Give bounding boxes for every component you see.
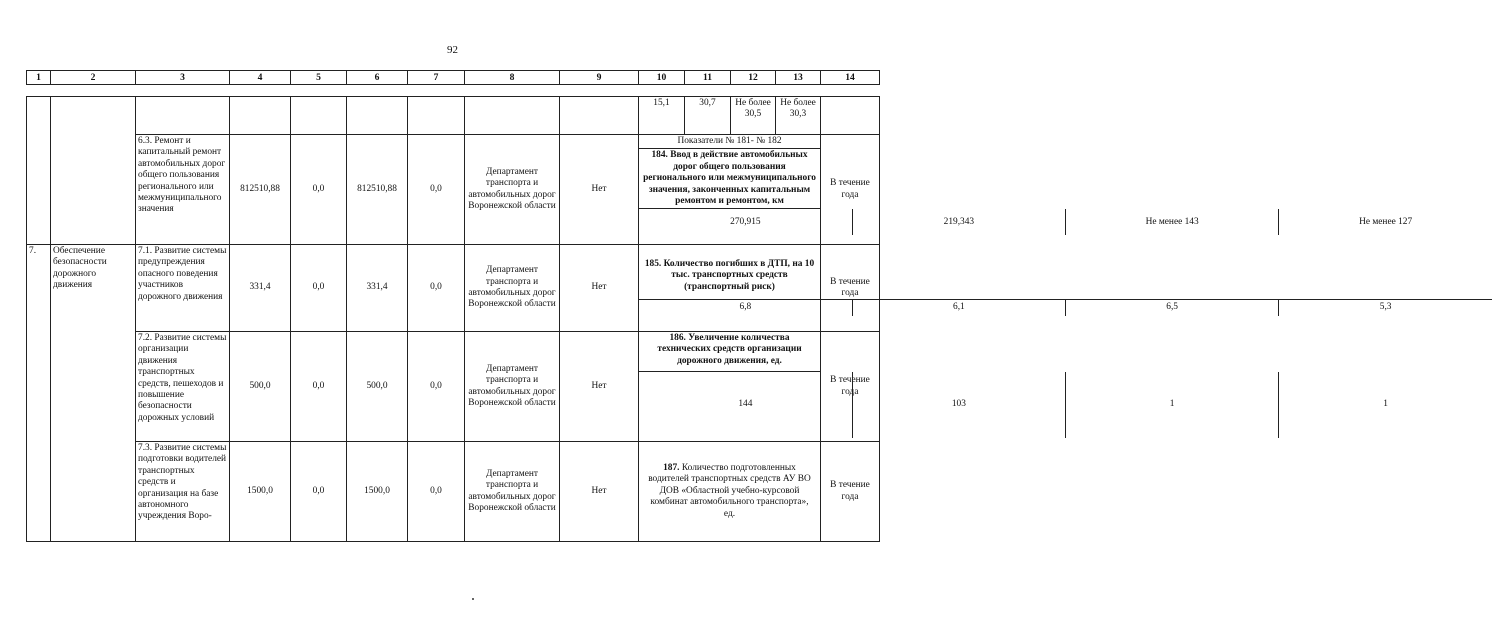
budget-regional: 331,4 (347, 245, 408, 332)
scan-dot (472, 598, 474, 600)
col-header-4: 4 (230, 71, 291, 85)
program-table (26, 96, 1413, 542)
budget-total: 331,4 (230, 245, 291, 332)
indicator-value: 15,1 (639, 97, 685, 135)
budget-federal: 0,0 (291, 245, 347, 332)
indicator-num: 187. (663, 462, 682, 473)
budget-other: 0,0 (408, 135, 465, 245)
budget-federal: 0,0 (291, 332, 347, 442)
budget-total: 812510,88 (230, 135, 291, 245)
measure-name: 6.3. Ремонт и капитальный ремонт автомобильных дорог общего пользования регионального или межмуниципального значения (136, 135, 230, 245)
col-header-3: 3 (136, 71, 230, 85)
budget-federal: 0,0 (291, 135, 347, 245)
column-number-header (26, 70, 880, 85)
budget-total: 500,0 (230, 332, 291, 442)
indicators-range: Показатели № 181- № 182 (639, 135, 820, 149)
col-header-11: 11 (685, 71, 731, 85)
executor: Департамент транспорта и автомобильных дорог Воронежской области (465, 332, 560, 442)
flag-cell: Нет (560, 442, 639, 542)
measure-name: 7.2. Развитие системы организации движения транспортных средств, пешеходов и повышение безопасности дорожных условий (136, 332, 230, 442)
period: В течение года (821, 332, 880, 442)
indicator-value: 30,7 (685, 97, 731, 135)
table-row (27, 97, 880, 135)
col-header-8: 8 (465, 71, 560, 85)
budget-regional: 500,0 (347, 332, 408, 442)
indicator-title (639, 442, 821, 542)
indicator-value: 103 (852, 372, 1065, 438)
col-header-14: 14 (821, 71, 880, 85)
indicator-value: Не менее 143 (1066, 209, 1279, 235)
task-name: Обеспечение безопасности дорожного движения (51, 245, 136, 542)
indicator-value: 6,1 (852, 300, 1065, 316)
indicator-value: 1 (1383, 399, 1388, 410)
table-row (27, 245, 880, 332)
col-header-1: 1 (27, 71, 51, 85)
cell-empty (51, 97, 136, 245)
indicator-values (639, 299, 1492, 316)
budget-other: 0,0 (408, 245, 465, 332)
col-header-6: 6 (347, 71, 408, 85)
indicator-number (648, 463, 811, 519)
section-number: 7. (27, 245, 51, 542)
cell-empty (347, 97, 408, 135)
col-header-9: 9 (560, 71, 639, 85)
executor: Департамент транспорта и автомобильных дорог Воронежской области (465, 442, 560, 542)
col-header-5: 5 (291, 71, 347, 85)
indicator-value: 6,8 (639, 300, 852, 316)
col-header-12: 12 (731, 71, 776, 85)
budget-regional: 812510,88 (347, 135, 408, 245)
cell-empty (821, 97, 880, 135)
page-number: 92 (447, 44, 458, 56)
period: В течение года (821, 442, 880, 542)
cell-empty (136, 97, 230, 135)
indicator-title: 186. Увеличение количества технических средств организации дорожного движения, ед. (639, 332, 820, 372)
measure-name: 7.1. Развитие системы предупреждения опасного поведения участников дорожного движения (136, 245, 230, 332)
period: В течение года (821, 135, 880, 245)
indicator-title: 185. Количество погибших в ДТП, на 10 тыс. транспортных средств (транспортный риск) (644, 259, 815, 292)
budget-total: 1500,0 (230, 442, 291, 542)
budget-federal: 0,0 (291, 442, 347, 542)
executor: Департамент транспорта и автомобильных дорог Воронежской области (465, 135, 560, 245)
cell-empty (230, 97, 291, 135)
period: В течение года (821, 245, 880, 332)
indicator-text: Количество подготовленных водителей транспортных средств АУ ВО ДОВ «Областной учебно-курсовой комбинат автомобильного транспорта», ед. (648, 462, 811, 519)
indicator-title: 184. Ввод в действие автомобильных дорог общего пользования регионального или межмуниципального значения, законченных капитальным ремонтом и ремонтом, км (639, 149, 820, 209)
indicator-value: Не более 30,3 (776, 97, 821, 135)
indicator-values (639, 209, 1492, 235)
cell-empty (408, 97, 465, 135)
col-header-13: 13 (776, 71, 821, 85)
budget-other: 0,0 (408, 442, 465, 542)
indicator-value: 219,343 (852, 209, 1065, 235)
cell-empty (560, 97, 639, 135)
indicator-values (639, 372, 1492, 438)
table-row (27, 135, 880, 245)
indicator-value: 1 (1066, 372, 1279, 438)
col-header-10: 10 (639, 71, 685, 85)
cell-empty (465, 97, 560, 135)
cell-empty (291, 97, 347, 135)
indicator-value: 270,915 (639, 209, 852, 235)
measure-name: 7.3. Развитие системы подготовки водителей транспортных средств и организация на базе автономного учреждения Воро- (136, 442, 230, 542)
flag-cell: Нет (560, 245, 639, 332)
cell-empty (27, 97, 51, 245)
indicator-value: Не менее 127 (1359, 216, 1413, 227)
indicator-value: 5,3 (1379, 302, 1392, 313)
indicator-value: Не более 30,5 (731, 97, 776, 135)
col-header-7: 7 (408, 71, 465, 85)
table-row (27, 332, 880, 442)
indicator-value: 144 (639, 372, 852, 438)
table-row (27, 442, 880, 542)
budget-regional: 1500,0 (347, 442, 408, 542)
executor: Департамент транспорта и автомобильных дорог Воронежской области (465, 245, 560, 332)
col-header-2: 2 (51, 71, 136, 85)
budget-other: 0,0 (408, 332, 465, 442)
flag-cell: Нет (560, 332, 639, 442)
indicator-value: 6,5 (1066, 300, 1279, 316)
flag-cell: Нет (560, 135, 639, 245)
